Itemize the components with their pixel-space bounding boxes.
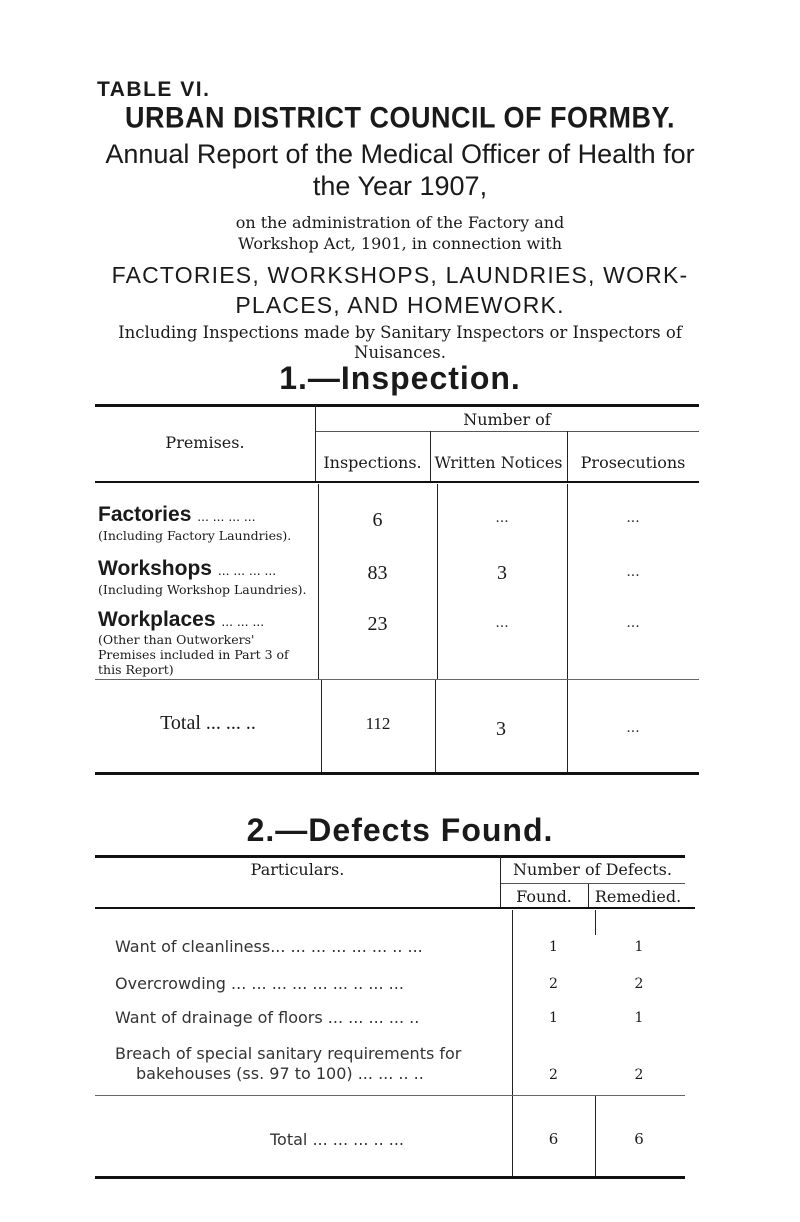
col-header-particulars: Particulars.	[250, 860, 345, 879]
premises-note: (Other than Outworkers' Premises included in Part 3 of this Report)	[98, 632, 289, 677]
defect-found: 1	[549, 939, 558, 955]
inspections-value: 83	[367, 562, 388, 584]
council-title: URBAN DISTRICT COUNCIL OF FORMBY.	[125, 101, 675, 135]
defect-remedied: 1	[634, 939, 644, 955]
col-header-number-of: Number of	[463, 410, 551, 429]
notices-value: ...	[495, 615, 509, 631]
table-label: TABLE VI.	[97, 78, 211, 101]
subtitle-line2: Workshop Act, 1901, in connection with	[237, 234, 563, 253]
notices-value: 3	[497, 562, 507, 584]
prosecutions-value: ...	[626, 615, 640, 631]
col-header-written-notices: Written Notices	[434, 453, 563, 472]
defect-particular: Overcrowding ... ... ... ... ... ... .. ... ...	[115, 974, 404, 993]
inspections-value: 6	[372, 509, 383, 531]
including-line2: Nuisances.	[354, 343, 446, 362]
table-bottom-rule	[95, 1176, 685, 1179]
table-bottom-rule	[95, 772, 699, 775]
report-title-line2: the Year 1907,	[312, 171, 488, 201]
prosecutions-value: ...	[626, 510, 640, 526]
defect-remedied: 2	[634, 1067, 644, 1083]
col-header-number-of-defects: Number of Defects.	[513, 860, 672, 879]
col-header-remedied: Remedied.	[594, 887, 682, 906]
defect-remedied: 2	[634, 976, 644, 992]
col-rule	[595, 910, 596, 935]
col-header-inspections: Inspections.	[323, 453, 422, 472]
total-inspections: 112	[365, 714, 391, 733]
including-line1: Including Inspections made by Sanitary Inspectors or Inspectors of	[118, 323, 682, 342]
total-label: Total ... ... ..	[160, 712, 256, 734]
defect-particular: Want of cleanliness... ... ... ... ... ... .. ...	[115, 937, 423, 956]
defect-found: 2	[549, 1067, 558, 1083]
defects-section-title: 2.—Defects Found.	[246, 812, 554, 848]
inspection-section-title: 1.—Inspection.	[279, 360, 521, 396]
premises-name: Workplaces ... ... ...	[98, 608, 265, 631]
prosecutions-value: ...	[626, 564, 640, 580]
header-divider	[500, 883, 685, 884]
defects-total-found: 6	[548, 1130, 559, 1148]
body-bottom-rule	[95, 679, 699, 680]
body-bottom-rule	[95, 1095, 685, 1096]
col-header-prosecutions: Prosecutions	[580, 453, 686, 472]
premises-name: Workshops ... ... ... ...	[98, 557, 277, 580]
inspections-value: 23	[367, 613, 388, 635]
defect-particular: Want of drainage of floors ... ... ... ... ..	[115, 1008, 420, 1027]
defect-found: 1	[549, 1010, 558, 1026]
col-header-found: Found.	[516, 887, 572, 906]
premises-name: Factories ... ... ... ...	[98, 503, 256, 526]
categories-line1: FACTORIES, WORKSHOPS, LAUNDRIES, WORK-	[111, 262, 689, 288]
table-top-rule	[95, 855, 685, 858]
defect-found: 2	[549, 976, 558, 992]
table-top-rule	[95, 404, 699, 407]
premises-note: (Including Factory Laundries).	[98, 528, 292, 543]
col-header-premises: Premises.	[165, 433, 245, 452]
header-bottom-rule	[95, 907, 695, 909]
header-bottom-rule	[95, 481, 699, 483]
notices-value: ...	[495, 510, 509, 526]
premises-note: (Including Workshop Laundries).	[98, 582, 307, 597]
total-prosecutions: ...	[626, 720, 640, 736]
defect-particular-line1: Breach of special sanitary requirements for	[115, 1044, 462, 1063]
categories-line2: PLACES, AND HOMEWORK.	[235, 292, 565, 318]
total-notices: 3	[496, 718, 506, 740]
defects-total-remedied: 6	[634, 1130, 644, 1148]
header-divider	[315, 431, 699, 432]
report-title-line1: Annual Report of the Medical Officer of Health for	[105, 139, 695, 169]
defect-remedied: 1	[634, 1010, 644, 1026]
defects-total-label: Total ... ... ... .. ...	[270, 1130, 404, 1149]
defect-particular-line2: bakehouses (ss. 97 to 100) ... ... .. ..	[136, 1064, 424, 1083]
subtitle-line1: on the administration of the Factory and	[235, 213, 565, 232]
